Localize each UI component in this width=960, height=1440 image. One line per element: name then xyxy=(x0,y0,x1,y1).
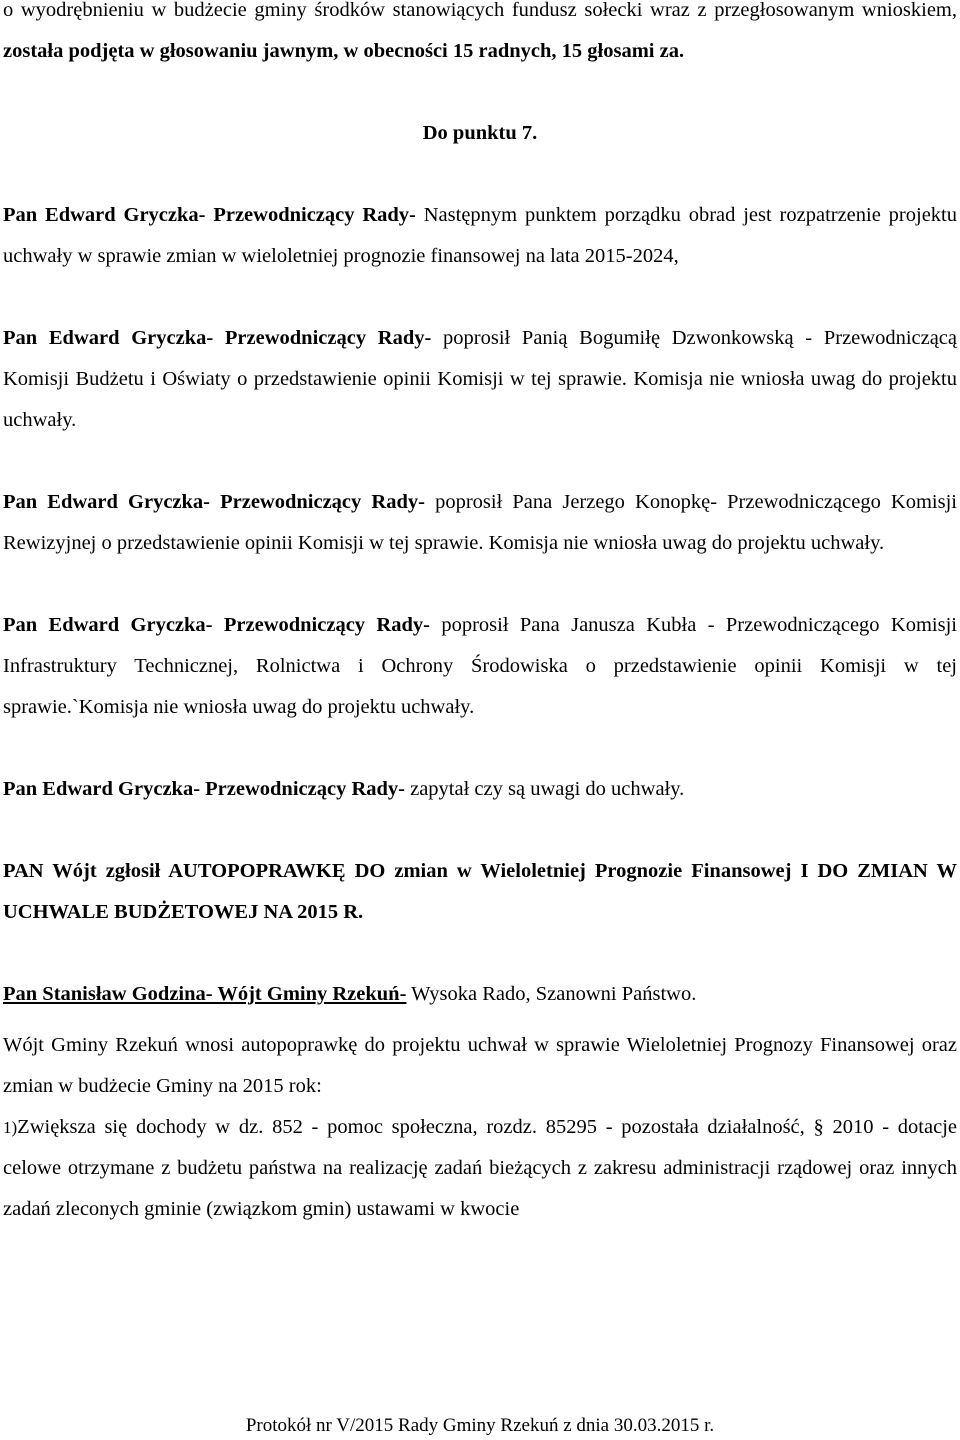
footer-text: Protokół nr V/2015 Rady Gminy Rzekuń z dnia 30.03.2015 r. xyxy=(245,1415,715,1436)
speaker-label: Pan Edward Gryczka- Przewodniczący Rady- xyxy=(3,491,425,513)
speaker-label: Pan Edward Gryczka- Przewodniczący Rady- xyxy=(3,204,416,226)
paragraph-text: Zwiększa się dochody w dz. 852 - pomoc społeczna, rozdz. 85295 - pozostała działalność, § 2010 - dotacje celowe otrzymane z budżetu państwa na realizację zadań bieżących z zakresu administracji rządowej oraz innych zadań zleconych gminie (związkom gmin) ustawami w kwocie xyxy=(3,1116,957,1220)
section-heading: Do punktu 7. xyxy=(422,122,538,144)
paragraph-budget-commission xyxy=(3,318,957,441)
document-page xyxy=(3,0,957,1230)
speaker-label: Pan Stanisław Godzina- Wójt Gminy Rzekuń- xyxy=(3,983,407,1005)
paragraph-audit-commission xyxy=(3,482,957,564)
paragraph-mayor-amendment: Wójt Gminy Rzekuń wnosi autopoprawkę do projektu uchwał w sprawie Wieloletniej Prognozy Finansowej oraz zmian w budżecie Gminy na 2015 rok: xyxy=(3,1034,957,1097)
speaker-label: Pan Edward Gryczka- Przewodniczący Rady- xyxy=(3,327,432,349)
paragraph-text: o wyodrębnieniu w budżecie gminy środków stanowiących fundusz sołecki wraz z przegłosowanym wnioskiem, xyxy=(3,0,957,21)
paragraph-text: Wysoka Rado, Szanowni Państwo. xyxy=(411,983,697,1005)
page-footer xyxy=(0,1414,960,1438)
paragraph-bold-text: została podjęta w głosowaniu jawnym, w obecności 15 radnych, 15 głosami za. xyxy=(3,40,685,62)
paragraph-text: Następnym punktem porządku obrad jest rozpatrzenie projektu uchwały w sprawie zmian w wieloletniej prognozie finansowej na lata 2015-2024, xyxy=(3,204,957,267)
paragraph-text: poprosił Panią Bogumiłę Dzwonkowską - Przewodniczącą Komisji Budżetu i Oświaty o przedstawienie opinii Komisji w tej sprawie. Komisja nie wniosła uwag do projektu uchwały. xyxy=(3,327,958,431)
paragraph-text: poprosił Pana Jerzego Konopkę- Przewodniczącego Komisji Rewizyjnej o przedstawienie opinii Komisji w tej sprawie. Komisja nie wniosła uwag do projektu uchwały. xyxy=(3,491,957,554)
paragraph-chairman-intro xyxy=(3,195,957,277)
speaker-label: Pan Edward Gryczka- Przewodniczący Rady- xyxy=(3,614,430,636)
paragraph-autopoprawka-heading: PAN Wójt zgłosił AUTOPOPRAWKĘ DO zmian w Wieloletniej Prognozie Finansowej I DO ZMIAN W UCHWALE BUDŻETOWEJ NA 2015 R. xyxy=(3,860,957,923)
paragraph-questions xyxy=(3,769,957,810)
paragraph-infrastructure-commission xyxy=(3,605,957,728)
paragraph-list-item-1 xyxy=(3,1107,957,1230)
paragraph-fundusz-solecki xyxy=(3,0,957,72)
paragraph-text: zapytał czy są uwagi do uchwały. xyxy=(410,778,685,800)
list-number: 1) xyxy=(3,1118,18,1137)
speaker-label: Pan Edward Gryczka- Przewodniczący Rady- xyxy=(3,778,405,800)
paragraph-text: poprosił Pana Janusza Kubła - Przewodniczącego Komisji Infrastruktury Technicznej, Rolnictwa i Ochrony Środowiska o przedstawienie opinii Komisji w tej sprawie.`Komisja nie wniosła uwag do projektu uchwały. xyxy=(3,614,957,718)
paragraph-mayor-speech xyxy=(3,974,957,1015)
